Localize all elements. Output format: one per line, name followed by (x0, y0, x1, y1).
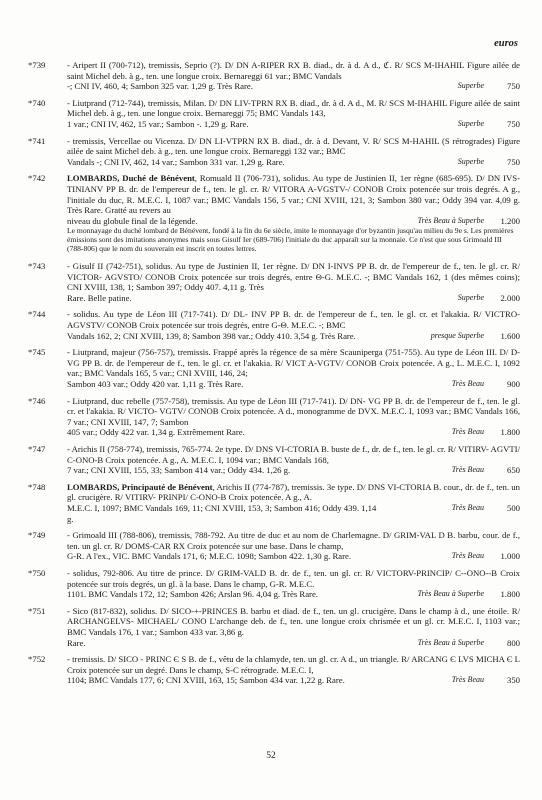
entry-tail (67, 293, 520, 304)
price: 1.200 (500, 215, 520, 226)
grade: Très Beau (451, 427, 484, 437)
lot-number: *743 (28, 261, 46, 272)
entry-tail (67, 216, 520, 227)
catalog-entry (28, 309, 520, 341)
grade: Superbe (457, 156, 484, 166)
lot-number: *746 (28, 395, 46, 406)
entry-content (67, 654, 520, 686)
grade: Très Beau à Superbe (417, 589, 484, 599)
entry-description-end: Vandals 162, 2; CNI XVIII, 139, 8; Sambon 398 var.; Oddy 410. 3,54 g. Très Rare. (67, 330, 356, 341)
price: 1.600 (500, 330, 520, 341)
grade: Très Beau (451, 675, 484, 685)
entry-description: - solidus. Au type de Léon III (717-741). D/ DL- INV PP B. dr. de l'empereur de f., ten. le gl. cr. et l'akakia. R/ VICTRO- AGVSTV/ CONOB Croix potencée sur trois degrés, entre G-Θ. M.E.C. -; BMC (67, 309, 520, 331)
entry-description: - tremissis. D/ SICO - PRINC Є S B. de f., vêtu de la chlamyde, ten. un gl. cr. A d., un triangle. R/ ARCANG Є LVS MICHA Є L Croix potencée sur un degré. Dans le champ, S-C rétrograde. M.E.C. I, (67, 654, 520, 675)
section-title: LOMBARDS, Duché de Bénévent (67, 173, 195, 184)
catalog-entry (28, 98, 520, 130)
currency-header: euros (494, 38, 518, 49)
price: 750 (506, 81, 520, 92)
entry-content (67, 136, 520, 168)
entry-tail (67, 551, 520, 562)
catalog-entry (28, 60, 520, 92)
entry-description: - Liutprand, majeur (756-757), tremissis. Frappé après la régence de sa mère Scauniperga (751-755). Au type de Léon III. D/ D- VG PP B. dr. de l'empereur de f., ten. le gl. cr. et l'akakia. R/ VICT A-VGTV/ CONOB Croix potencée. A g., L. M.E.C. I, 1092 var.; BMC Vandals 165, 5 var.; CNI XVIII, 146, 24; (67, 347, 520, 379)
entry-description-end: 7 var.; CNI XVIII, 155, 33; Sambon 414 var.; Oddy 434. 1,26 g. (67, 465, 291, 476)
lot-number: *751 (28, 605, 46, 616)
entry-description: - Gisulf II (742-751), solidus. Au type de Justinien II, 1er règne. D/ DN I-INVS PP B. dr. de l'empereur de f., ten. le gl. cr. R/ VICTOR- AGVSTO/ CONOB Croix potencée sur trois degrés, entre Θ-G. M.E.C. -; BMC Vandals 162, 1 (des mêmes coins); CNI XVIII, 138, 1; Sambon 397; Oddy 407. 4,11 g. Très (67, 261, 520, 293)
entry-description-end: M.E.C. I, 1097; BMC Vandals 169, 11; CNI XVIII, 153, 3; Sambon 416; Oddy 439. 1,14 g. (67, 502, 377, 524)
price: 750 (506, 118, 520, 129)
entry-tail (67, 119, 520, 130)
section-title: LOMBARDS, Principauté de Bénévent (67, 481, 213, 492)
grade: presque Superbe (430, 330, 484, 340)
catalog-entry (28, 261, 520, 303)
catalog-entry (28, 444, 520, 476)
entry-description: - tremissis, Vercellae ou Vicenza. D/ DN LI-VTPRN RX B. diad., dr. à d. Devant, V. R/ SCS M-HAHIL (S rétrogrades) Figure ailée de saint Michel deb. à g., ten. une longue croix. Bernareggi 132 var.; BMC (67, 135, 520, 157)
price: 900 (506, 379, 520, 390)
entry-description-text: , Romuald II (706-731), solidus. Au type de Justinien II, 1er règne (685-695). D/ DN IVS-TINIANV PP B. dr. de l'empereur de f., ten. le gl. cr. R/ VITORA A-VGSTV-/ CONOB Croix potencée sur trois degrés. A g., l'initiale du duc, R. M.E.C. I, 1087 var.; BMC Vandals 156, 5 var.; CNI XVIII, 121, 3; Sambon 380 var.; Oddy 394 var. 4,09 g. Très Rare. Gratté au revers au (67, 173, 520, 216)
lot-number: *750 (28, 567, 46, 578)
entry-description-end: Sambon 403 var.; Oddy 420 var. 1,11 g. Très Rare. (67, 379, 244, 390)
entry-tail (67, 638, 520, 649)
lot-number: *747 (28, 444, 46, 454)
entry-description-end: 1 var.; CNI IV, 462, 15 var.; Sambon -. 1,29 g. Rare. (67, 118, 249, 129)
entry-description-end: 1101. BMC Vandals 172, 12; Sambon 426; Arslan 96. 4,04 g. Très Rare. (67, 589, 318, 600)
catalog-entry (28, 530, 520, 562)
price: 1.800 (500, 427, 520, 438)
entry-description (67, 173, 520, 215)
catalog-entry (28, 136, 520, 168)
entry-tail (67, 81, 520, 92)
price: 1.000 (500, 551, 520, 562)
grade: Très Beau (451, 502, 484, 512)
lot-number: *740 (28, 97, 46, 108)
catalog-entry (28, 482, 520, 524)
catalog-entry (28, 606, 520, 648)
entry-tail (67, 675, 520, 686)
catalog-entry (28, 396, 520, 438)
grade: Très Beau (451, 379, 484, 389)
lot-number: *742 (28, 173, 46, 184)
entry-tail (67, 157, 520, 168)
entry-tail (67, 331, 520, 342)
catalog-entries (28, 60, 520, 692)
grade: Très Beau à Superbe (417, 637, 484, 647)
entry-tail (67, 427, 520, 438)
price: 1.800 (500, 589, 520, 600)
grade: Très Beau (451, 551, 484, 561)
entry-description: - Aripert II (700-712), tremissis, Seprio (?). D/ DN A-RIPER RX B. diad., dr. à d. A d., ℭ. R/ SCS M-IHAHIL Figure ailée de saint Michel deb. à g., ten. une longue croix. Bernareggi 61 var.; BMC Vandals (67, 60, 520, 81)
lot-number: *744 (28, 309, 46, 320)
entry-content (67, 606, 520, 648)
catalog-entry (28, 173, 520, 255)
price: 500 (506, 502, 520, 513)
entry-description: - Grimoald III (788-806), tremissis, 788-792. Au titre de duc et au nom de Charlemagne. D/ GRIM-VAL D B. barbu, cour. de f., ten. un gl. cr. R/ DOMS-CAR RX Croix potencée sur une base. Dans le champ, (67, 530, 520, 551)
entry-description-end: G-R. A l'ex., VIC. BMC Vandals 171, 6; M.E.C. 1098; Sambon 422. 1,30 g. Rare. (67, 551, 352, 562)
entry-content (67, 261, 520, 303)
catalog-entry (28, 568, 520, 600)
entry-description: - Liutprand (712-744), tremissis, Milan. D/ DN LIV-TPRN RX B. diad., dr. à d. A d., M. R/ SCS M-IHAHIL Figure ailée de saint Michel deb. à g., ten. une longue croix. Bernareggi 75; BMC Vandals 143, (67, 97, 520, 119)
lot-number: *741 (28, 135, 46, 146)
lot-number: *752 (28, 654, 46, 665)
entry-tail (67, 379, 520, 390)
entry-content (67, 60, 520, 92)
entry-description: - solidus, 792-806. Au titre de prince. D/ GRIM-VALD B. dr. de f., ten. un gl. cr. R/ VICTORV-PRINCIP/ C--ONO--B Croix potencée sur trois degrés, un gl. à la base. Dans le champ, G-R. M.E.C. (67, 567, 520, 589)
lot-number: *749 (28, 530, 46, 541)
price: 750 (506, 156, 520, 167)
grade: Superbe (457, 81, 484, 91)
grade: Superbe (457, 118, 484, 128)
entry-description: - Arichis II (758-774), tremissis, 765-774. 2e type. D/ DNS VI-CTORIA B. buste de f., dr. de f., ten. le gl. cr. R/ VITIRV- AGVTI/ C-ONO-B Croix potencée. A g., A. M.E.C. I, 1094 var.; BMC Vandals 168, (67, 444, 520, 465)
entry-description-end: 1104; BMC Vandals 177, 6; CNI XVIII, 163, 15; Sambon 434 var. 1,22 g. Rare. (67, 675, 345, 686)
entry-description-end: Rare. Belle patine. (67, 292, 132, 303)
historical-note: Le monnayage du duché lombard de Bénévent, fondé à la fin du 6e siècle, imite le monnayage d'or byzantin jusqu'au milieu du 9e s. Les premières émissions sont des imitations anonymes mais sous Gisulf Ier (689-706) l'initiale du duc apparaît sur la monnaie. Ce n'est que sous Grimoald III (788-806) que le nom du souverain est inscrit en toutes lettres. (67, 226, 514, 253)
entry-description-end: 405 var.; Oddy 422 var. 1,34 g. Extrêmement Rare. (67, 427, 245, 438)
price: 650 (506, 465, 520, 476)
entry-description-end: Vandals -; CNI IV, 462, 14 var.; Sambon 331 var. 1,29 g. Rare. (67, 156, 285, 167)
entry-description (67, 482, 520, 503)
entry-content (67, 568, 520, 600)
price: 800 (506, 637, 520, 648)
entry-content (67, 347, 520, 389)
entry-tail (67, 589, 520, 600)
entry-content (67, 309, 520, 341)
entry-content (67, 530, 520, 562)
grade: Très Beau à Superbe (417, 215, 484, 225)
page-number: 52 (266, 751, 276, 761)
lot-number: *739 (28, 60, 46, 70)
entry-tail (67, 465, 520, 476)
grade: Superbe (457, 292, 484, 302)
entry-content (67, 98, 520, 130)
lot-number: *745 (28, 347, 46, 358)
entry-description-end: -; CNI IV, 460, 4; Sambon 325 var. 1,29 g. Très Rare. (67, 81, 253, 92)
entry-tail (67, 503, 520, 524)
entry-content (67, 396, 520, 438)
entry-content (67, 482, 520, 524)
catalog-entry (28, 347, 520, 389)
entry-description: - Liutprand, duc rebelle (757-758), tremissis. Au type de Léon III (717-741). D/ DN- VG PP B. dr. de l'empereur de f., ten. le gl. cr. et l'akakia. R/ VICTO- VGTV/ CONOB Croix potencée. A d., monogramme de DVX. M.E.C. I, 1093 var.; BMC Vandals 166, 7 var.; CNI XVIII, 147, 7; Sambon (67, 395, 520, 427)
entry-description-end: niveau du globule final de la légende. (67, 215, 198, 226)
entry-content (67, 444, 520, 476)
grade: Très Beau (451, 465, 484, 475)
price: 350 (506, 675, 520, 686)
lot-number: *748 (28, 481, 46, 492)
entry-description-end: Rare. (67, 637, 86, 648)
entry-content (67, 173, 520, 255)
entry-description-text: , Arichis II (774-787), tremissis. 3e type. D/ DNS VI-CTORIA B. cour., dr. de f., ten. un gl. crucigère. R/ VITIRV- PRINPI/ C-ONO-B Croix potencée. A g., A. (67, 481, 520, 503)
catalog-entry (28, 654, 520, 686)
price: 2.000 (500, 292, 520, 303)
entry-description: - Sico (817-832), solidus. D/ SICO-+-PRINCES B. barbu et diad. de f., ten. un gl. crucigère. Dans le champ à d., une étoile. R/ ARCHANGELVS- MICHAEL/ CONO L'archange deb. de f., ten. une longue croix chrismée et un gl. cr. M.E.C. I, 1103 var.; BMC Vandals 176, 1 var.; Sambon 433 var. 3,86 g. (67, 605, 520, 637)
